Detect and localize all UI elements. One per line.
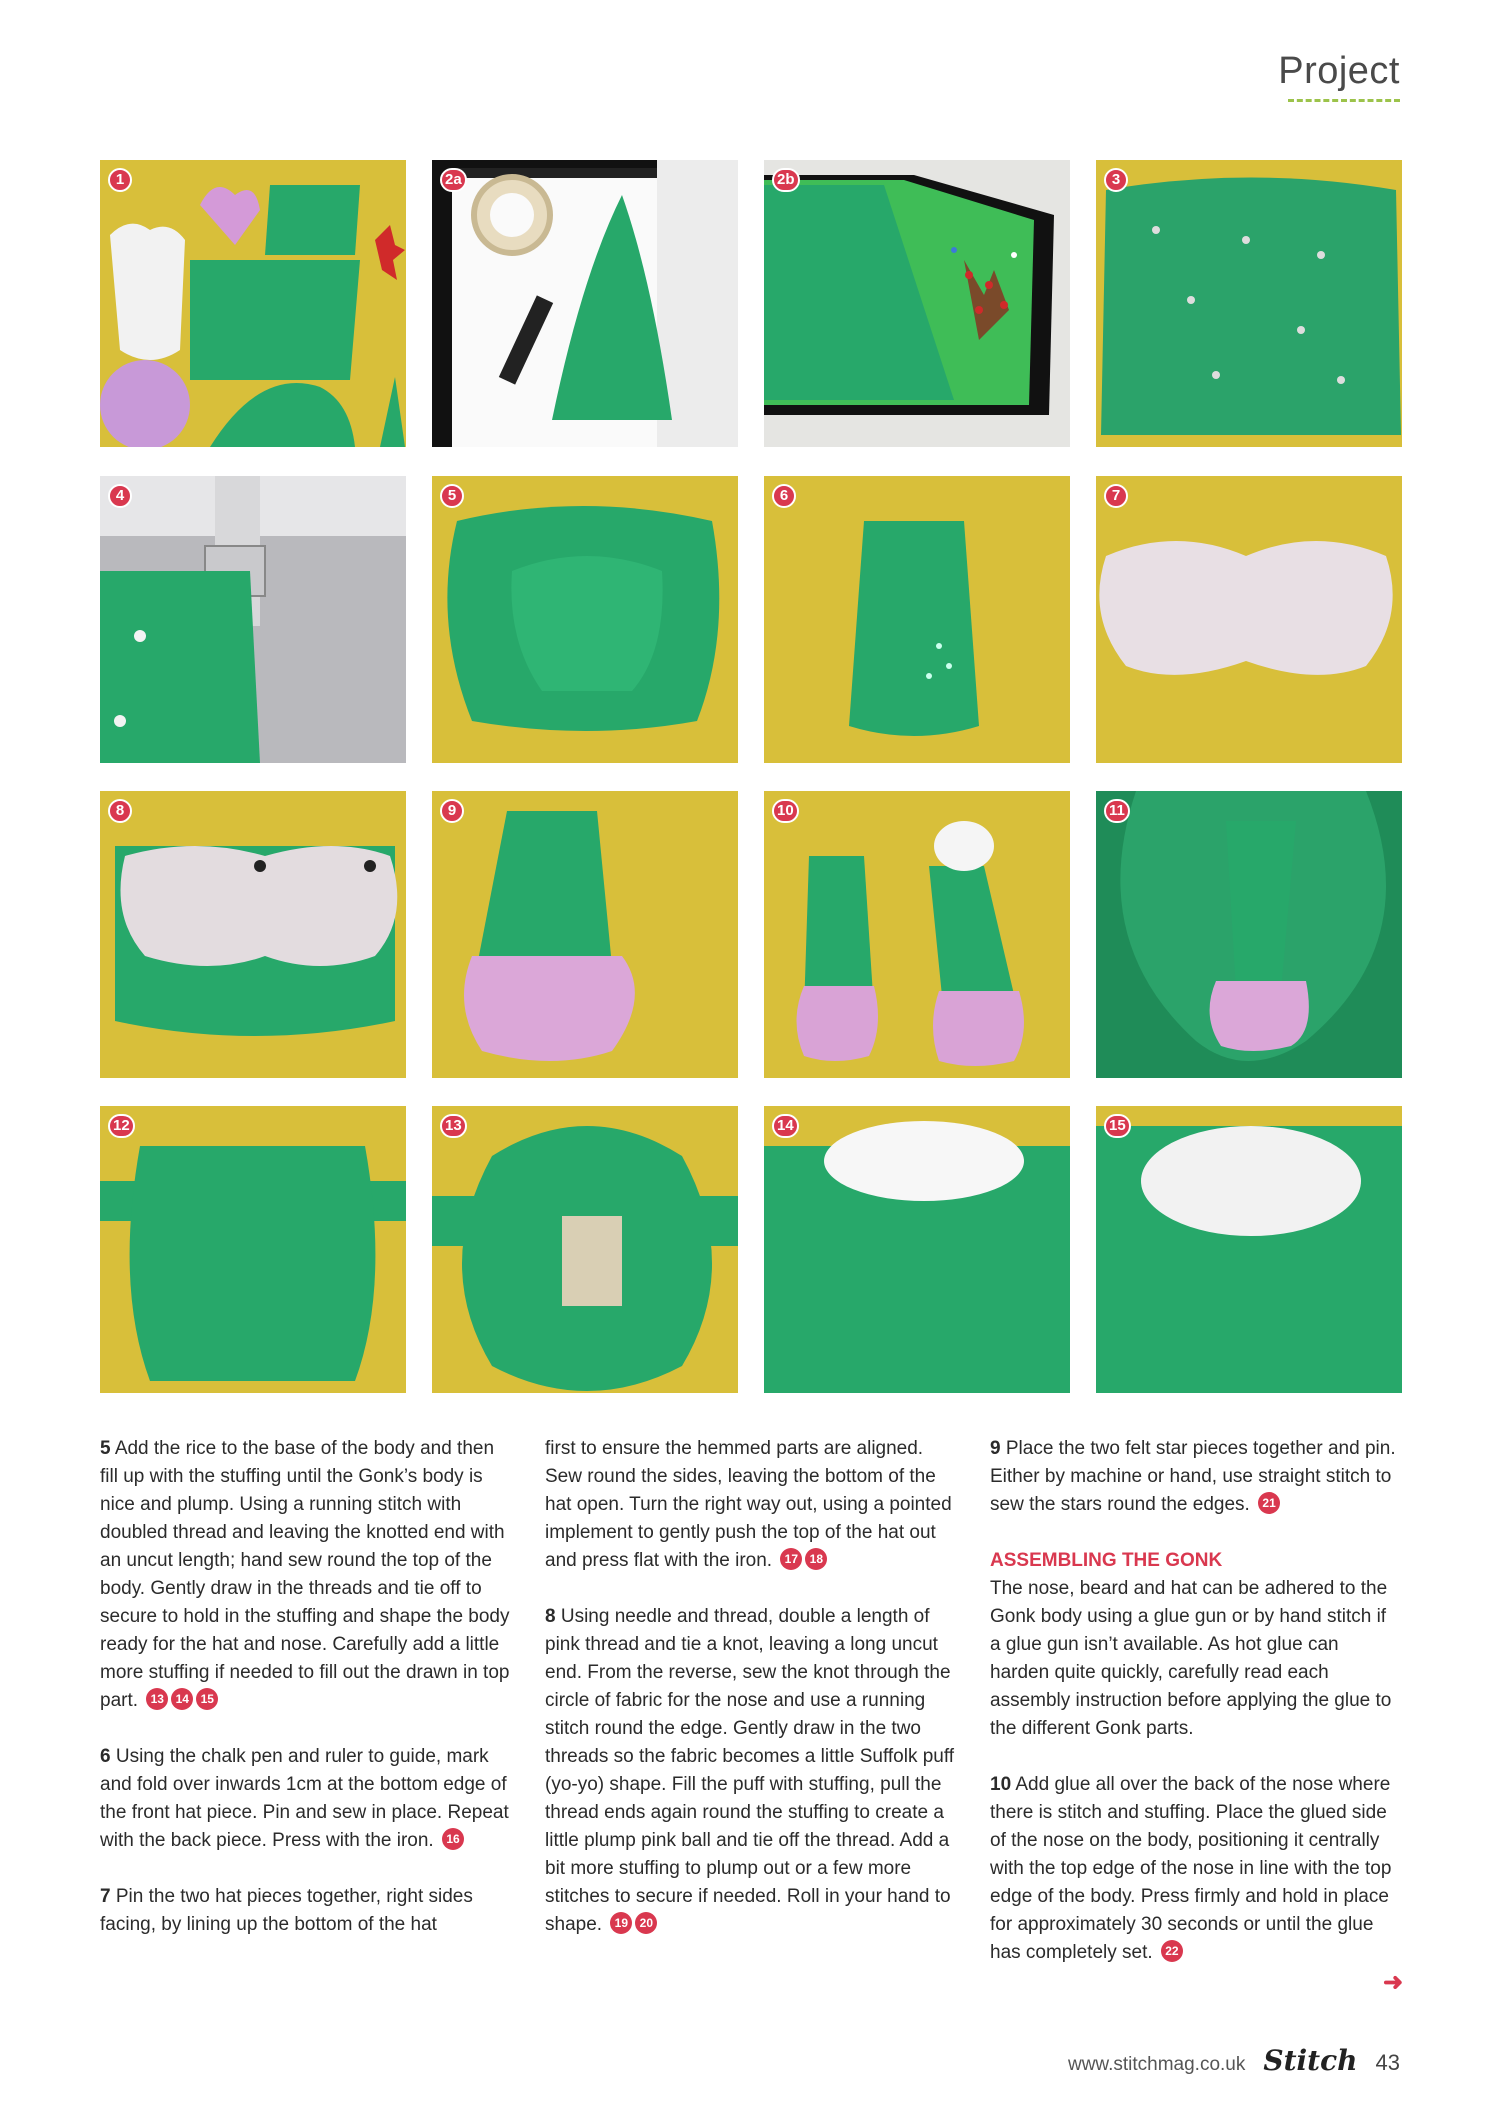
photo-step-11 <box>1096 791 1402 1078</box>
photo-badge: 10 <box>772 799 799 823</box>
stuffed-body-illustration <box>764 1106 1070 1393</box>
photo-step-12 <box>100 1106 406 1393</box>
magazine-logo: Stitch <box>1263 2044 1358 2077</box>
photo-step-7 <box>1096 476 1402 763</box>
embroidered-fabric-illustration <box>764 160 1070 447</box>
photo-ref: 18 <box>805 1548 827 1570</box>
photo-ref: 20 <box>635 1912 657 1934</box>
sewing-machine-illustration <box>100 476 406 763</box>
photo-badge: 7 <box>1104 484 1128 508</box>
photo-ref: 21 <box>1258 1492 1280 1514</box>
step-text: Add the rice to the base of the body and then fill up with the stuffing until the Gonk’s body is nice and plump. Using a running stitch with doubled thread and leaving the knotted end with an uncut length; hand sew round the top of the body. Gently draw in the threads and tie off to secure to hold in the stuffing and shape the body ready for the hat and nose. Carefully add a little more stuffing if needed to fill out the drawn in top part. <box>100 1438 510 1711</box>
assembling-heading: ASSEMBLING THE GONK <box>990 1550 1223 1571</box>
gathered-top-illustration <box>1096 1106 1402 1393</box>
photo-badge: 15 <box>1104 1114 1131 1138</box>
assembling-intro: The nose, beard and hat can be adhered to the Gonk body using a glue gun or by hand stitch if a glue gun isn’t available. As hot glue can harden quite quickly, carefully read each assembly instruction before applying the glue to the different Gonk parts. <box>990 1578 1392 1739</box>
photo-badge: 11 <box>1104 799 1130 823</box>
photo-step-13 <box>432 1106 738 1393</box>
step-number: 9 <box>990 1438 1001 1459</box>
photo-ref: 14 <box>171 1688 193 1710</box>
photo-step-15 <box>1096 1106 1402 1393</box>
pinned-fabric-illustration <box>1096 160 1402 447</box>
photo-ref: 17 <box>780 1548 802 1570</box>
step-number: 10 <box>990 1774 1012 1795</box>
photo-ref: 13 <box>146 1688 168 1710</box>
photo-step-10 <box>764 791 1070 1078</box>
step-number: 5 <box>100 1438 111 1459</box>
step-9 <box>990 1435 1400 1519</box>
photo-step-9 <box>432 791 738 1078</box>
nose-pieces-illustration <box>1096 476 1402 763</box>
sewn-body-illustration <box>432 476 738 763</box>
turned-body-illustration <box>764 476 1070 763</box>
photo-ref: 22 <box>1161 1940 1183 1962</box>
continue-arrow-icon: ➜ <box>1383 1969 1404 1996</box>
photo-step-2a <box>432 160 738 447</box>
step-10 <box>990 1771 1400 1967</box>
step-7 <box>100 1883 510 1939</box>
text-column-3 <box>990 1435 1400 1995</box>
photo-badge: 4 <box>108 484 132 508</box>
photo-step-5 <box>432 476 738 763</box>
photo-badge: 5 <box>440 484 464 508</box>
fabric-pieces-illustration <box>100 160 406 447</box>
photo-step-4 <box>100 476 406 763</box>
step-5 <box>100 1435 510 1715</box>
lightbox-illustration <box>432 160 738 447</box>
pinned-nose-illustration <box>100 791 406 1078</box>
photo-badge: 2b <box>772 168 800 192</box>
photo-ref: 16 <box>442 1828 464 1850</box>
photo-badge: 14 <box>772 1114 799 1138</box>
step-number: 7 <box>100 1886 111 1907</box>
step-text: Using the chalk pen and ruler to guide, mark and fold over inwards 1cm at the bottom edge of the front hat piece. Pin and sew in place. Repeat with the back piece. Press with the iron. <box>100 1746 509 1851</box>
photo-badge: 6 <box>772 484 796 508</box>
photo-ref: 19 <box>610 1912 632 1934</box>
step-number: 6 <box>100 1746 111 1767</box>
photo-step-14 <box>764 1106 1070 1393</box>
photo-step-2b <box>764 160 1070 447</box>
page-footer <box>1068 2044 1400 2084</box>
step-text: Place the two felt star pieces together and pin. Either by machine or hand, use straight stitch to sew the stars round the edges. <box>990 1438 1396 1515</box>
step-7-continued <box>545 1435 955 1575</box>
step-text: Pin the two hat pieces together, right sides facing, by lining up the bottom of the hat <box>100 1886 473 1935</box>
arm-pinned-illustration <box>1096 791 1402 1078</box>
page-number: 43 <box>1375 2050 1400 2075</box>
step-text: Add glue all over the back of the nose where there is stitch and stuffing. Place the glued side of the nose on the body, positioning it centrally with the top edge of the nose in line with the top edge of the body. Press firmly and hold in place for approximately 30 seconds or until the glue has completely set. <box>990 1774 1392 1963</box>
photo-step-6 <box>764 476 1070 763</box>
photo-step-1 <box>100 160 406 447</box>
photo-badge: 13 <box>440 1114 467 1138</box>
text-column-1 <box>100 1435 510 1967</box>
section-title: Project <box>1278 50 1400 92</box>
page-header <box>1278 50 1400 102</box>
step-text: first to ensure the hemmed parts are aligned. Sew round the sides, leaving the bottom of the hat open. Turn the right way out, using a pointed implement to gently push the top of the hat out and press flat with the iron. <box>545 1438 952 1571</box>
step-6 <box>100 1743 510 1855</box>
photo-badge: 1 <box>108 168 132 192</box>
photo-badge: 2a <box>440 168 467 192</box>
step-text: Using needle and thread, double a length of pink thread and tie a knot, leaving a long uncut end. From the reverse, sew the knot through the circle of fabric for the nose and use a running stitch round the edge. Gently draw in the two threads so the fabric becomes a little Suffolk puff (yo-yo) shape. Fill the puff with stuffing, pull the thread ends again round the stuffing to create a little plump pink ball and tie off the thread. Add a bit more stuffing to plump out or a few more stitches to secure if needed. Roll in your hand to shape. <box>545 1606 955 1935</box>
photo-badge: 9 <box>440 799 464 823</box>
step-8 <box>545 1603 955 1939</box>
rice-base-illustration <box>432 1106 738 1393</box>
photo-step-3 <box>1096 160 1402 447</box>
photo-badge: 3 <box>1104 168 1128 192</box>
text-column-2 <box>545 1435 955 1967</box>
header-dashed-rule <box>1288 99 1400 102</box>
step-number: 8 <box>545 1606 556 1627</box>
footer-url[interactable]: www.stitchmag.co.uk <box>1067 2054 1246 2075</box>
photo-badge: 12 <box>108 1114 135 1138</box>
arm-piece-illustration <box>432 791 738 1078</box>
photo-step-8 <box>100 791 406 1078</box>
photo-badge: 8 <box>108 799 132 823</box>
photo-ref: 15 <box>196 1688 218 1710</box>
stuffed-arms-illustration <box>764 791 1070 1078</box>
body-with-arms-illustration <box>100 1106 406 1393</box>
